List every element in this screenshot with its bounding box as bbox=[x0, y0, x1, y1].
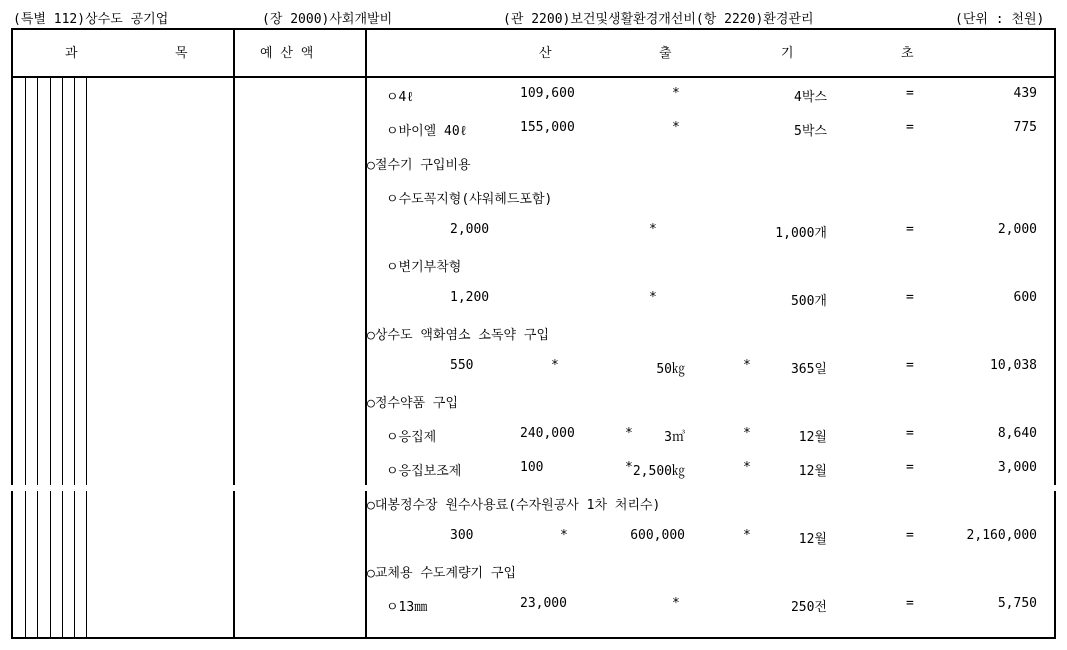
calculation-row bbox=[13, 528, 1054, 548]
page-break-gap bbox=[364, 485, 368, 491]
unit-price: 109,600 bbox=[520, 86, 575, 101]
section-heading: ○교체용 수도계량기 구입 bbox=[367, 566, 517, 581]
multiply-sign: * bbox=[560, 528, 568, 543]
column-heading-basis-2: 출 bbox=[659, 46, 672, 61]
item-name: ㅇ변기부착형 bbox=[386, 260, 462, 275]
calculation-row bbox=[13, 120, 1054, 140]
calculation-row bbox=[13, 222, 1054, 242]
calculation-row bbox=[13, 358, 1054, 378]
equals-sign: = bbox=[906, 596, 914, 611]
amount: 5,750 bbox=[997, 596, 1037, 611]
header-section: (관 2200)보건및생활환경개선비(항 2220)환경관리 bbox=[503, 12, 814, 27]
column-heading-basis-3: 기 bbox=[781, 46, 794, 61]
column-heading-budget: 예 산 액 bbox=[260, 46, 314, 61]
section-heading-row bbox=[13, 562, 1054, 582]
multiply-sign: * bbox=[649, 222, 657, 237]
unit-price: 300 bbox=[450, 528, 474, 543]
page-break-gap bbox=[11, 485, 101, 491]
amount: 600 bbox=[1013, 290, 1037, 305]
calculation-row bbox=[13, 86, 1054, 106]
column-heading-subject-1: 과 bbox=[65, 46, 78, 61]
amount: 775 bbox=[1013, 120, 1037, 135]
calculation-row bbox=[13, 290, 1054, 310]
quantity-factor: 2,500㎏ bbox=[632, 464, 685, 479]
section-heading-row bbox=[13, 494, 1054, 514]
unit-price: 550 bbox=[450, 358, 474, 373]
quantity-factor: 50㎏ bbox=[656, 362, 685, 377]
header-special-account: (특별 112)상수도 공기업 bbox=[13, 12, 169, 27]
calculation-row bbox=[13, 188, 1054, 208]
section-heading: ○절수기 구입비용 bbox=[367, 158, 471, 173]
multiply-sign: * bbox=[743, 358, 751, 373]
header-divider bbox=[13, 76, 1054, 78]
item-name: ㅇ4ℓ bbox=[386, 90, 415, 105]
multiply-sign: * bbox=[625, 426, 633, 441]
quantity: 1,000개 bbox=[775, 226, 827, 241]
unit-price: 2,000 bbox=[450, 222, 490, 237]
amount: 8,640 bbox=[997, 426, 1037, 441]
equals-sign: = bbox=[906, 120, 914, 135]
multiply-sign: * bbox=[672, 120, 680, 135]
calculation-row bbox=[13, 596, 1054, 616]
budget-table bbox=[11, 28, 1056, 639]
quantity: 12월 bbox=[798, 532, 827, 547]
quantity: 500개 bbox=[790, 294, 827, 309]
header-chapter: (장 2000)사회개발비 bbox=[262, 12, 393, 27]
unit-price: 1,200 bbox=[450, 290, 490, 305]
section-heading-row bbox=[13, 324, 1054, 344]
multiply-sign: * bbox=[551, 358, 559, 373]
equals-sign: = bbox=[906, 426, 914, 441]
equals-sign: = bbox=[906, 222, 914, 237]
unit-price: 155,000 bbox=[520, 120, 575, 135]
multiply-sign: * bbox=[672, 596, 680, 611]
section-heading: ○상수도 액화염소 소독약 구입 bbox=[367, 328, 550, 343]
item-name: ㅇ13㎜ bbox=[386, 600, 428, 615]
unit-price: 100 bbox=[520, 460, 544, 475]
page-break-gap bbox=[232, 485, 236, 491]
quantity: 365일 bbox=[790, 362, 827, 377]
calculation-row bbox=[13, 256, 1054, 276]
quantity: 12월 bbox=[798, 464, 827, 479]
equals-sign: = bbox=[906, 358, 914, 373]
multiply-sign: * bbox=[649, 290, 657, 305]
section-heading: ○대봉정수장 원수사용료(수자원공사 1차 처리수) bbox=[367, 498, 661, 513]
quantity: 5박스 bbox=[794, 124, 827, 139]
calculation-row bbox=[13, 426, 1054, 446]
header-unit: (단위 : 천원) bbox=[955, 12, 1045, 27]
quantity: 4박스 bbox=[794, 90, 827, 105]
column-heading-basis-4: 초 bbox=[901, 46, 914, 61]
multiply-sign: * bbox=[743, 460, 751, 475]
equals-sign: = bbox=[906, 86, 914, 101]
column-heading-subject-2: 목 bbox=[175, 46, 188, 61]
multiply-sign: * bbox=[743, 426, 751, 441]
unit-price: 240,000 bbox=[520, 426, 575, 441]
amount: 3,000 bbox=[997, 460, 1037, 475]
multiply-sign: * bbox=[672, 86, 680, 101]
multiply-sign: * bbox=[625, 460, 633, 475]
page-break-gap bbox=[1054, 485, 1058, 491]
multiply-sign: * bbox=[743, 528, 751, 543]
quantity: 250전 bbox=[790, 600, 827, 615]
equals-sign: = bbox=[906, 460, 914, 475]
amount: 10,038 bbox=[990, 358, 1037, 373]
column-heading-basis-1: 산 bbox=[539, 46, 552, 61]
section-heading-row bbox=[13, 154, 1054, 174]
equals-sign: = bbox=[906, 528, 914, 543]
amount: 439 bbox=[1013, 86, 1037, 101]
calculation-row bbox=[13, 460, 1054, 480]
amount: 2,160,000 bbox=[966, 528, 1037, 543]
item-name: ㅇ바이엘 40ℓ bbox=[386, 124, 468, 139]
item-name: ㅇ응집제 bbox=[386, 430, 437, 445]
quantity-factor: 3㎥ bbox=[664, 430, 685, 445]
item-name: ㅇ수도꼭지형(샤워헤드포함) bbox=[386, 192, 553, 207]
section-heading: ○정수약품 구입 bbox=[367, 396, 459, 411]
quantity-factor: 600,000 bbox=[630, 528, 685, 543]
item-name: ㅇ응집보조제 bbox=[386, 464, 462, 479]
section-heading-row bbox=[13, 392, 1054, 412]
unit-price: 23,000 bbox=[520, 596, 567, 611]
quantity: 12월 bbox=[798, 430, 827, 445]
equals-sign: = bbox=[906, 290, 914, 305]
amount: 2,000 bbox=[997, 222, 1037, 237]
